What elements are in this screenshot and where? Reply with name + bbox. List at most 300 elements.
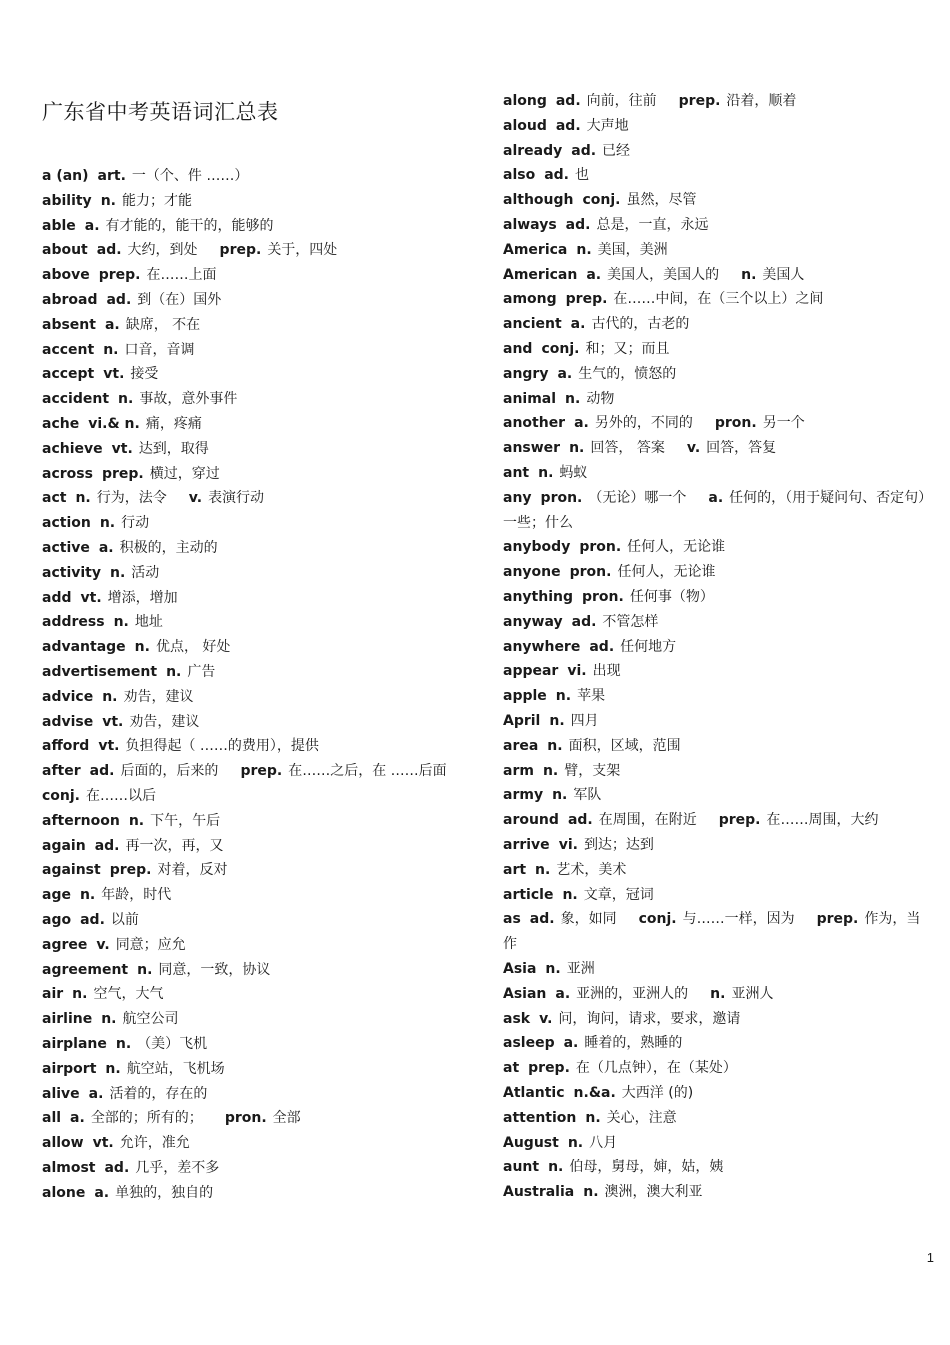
vocab-word: agree — [42, 936, 88, 953]
definition: 全部的；所有的； — [90, 1110, 203, 1127]
vocab-word: around — [503, 812, 559, 829]
vocab-entry — [42, 809, 472, 834]
definition: 关于，四处 — [267, 242, 338, 259]
part-of-speech: ad. — [571, 613, 597, 630]
part-of-speech: a. — [570, 316, 586, 333]
definition: 澳洲，澳大利亚 — [604, 1184, 703, 1201]
part-of-speech: a. — [574, 415, 589, 432]
definition: （美）飞机 — [137, 1036, 208, 1052]
definition: 在……之后，在 ……后面 — [288, 763, 447, 780]
vocab-word: aunt — [503, 1159, 540, 1176]
vocab-word: Asian — [503, 985, 547, 1002]
part-of-speech: n. — [118, 391, 134, 408]
definition: 关心，注意 — [606, 1109, 677, 1126]
vocab-entry — [503, 89, 930, 114]
vocab-entry — [503, 411, 930, 436]
part-of-speech: ad. — [529, 911, 555, 928]
vocab-word: apple — [503, 688, 547, 705]
part-of-speech: vt. — [92, 1135, 114, 1152]
vocab-entry — [503, 684, 930, 709]
vocab-word: air — [42, 986, 64, 1003]
vocab-entry — [42, 834, 472, 859]
definition: 单独的，独自的 — [115, 1184, 214, 1201]
vocab-word: act — [42, 490, 67, 507]
part-of-speech: n. — [72, 986, 88, 1003]
definition: 航空站，飞机场 — [126, 1060, 225, 1077]
vocab-word: arrive — [503, 837, 550, 853]
definition: 再一次，再，又 — [125, 837, 224, 854]
part-of-speech: vi.& n. — [88, 416, 140, 432]
part-of-speech: prep. — [240, 763, 283, 780]
definition: 美国，美洲 — [597, 241, 668, 258]
definition: 口音，音调 — [124, 341, 195, 358]
vocab-entry — [42, 164, 472, 189]
definition: 劝告，建议 — [129, 713, 200, 730]
vocab-word: and — [503, 341, 533, 357]
vocab-entry — [42, 387, 472, 412]
vocab-entry — [503, 163, 930, 188]
definition: 古代的，古老的 — [591, 316, 690, 333]
vocab-word: above — [42, 267, 90, 284]
definition: 积极的，主动的 — [119, 540, 218, 556]
part-of-speech: a. — [708, 489, 724, 506]
definition: 与……一样，因为 — [682, 911, 795, 928]
vocab-entry — [503, 337, 930, 362]
vocab-entry — [42, 313, 472, 338]
vocab-entry — [42, 1106, 472, 1131]
vocab-word: accident — [42, 391, 110, 408]
part-of-speech: ad. — [555, 93, 581, 109]
vocab-word: also — [503, 167, 536, 184]
vocab-word: all — [42, 1110, 62, 1127]
part-of-speech: n. — [115, 1036, 132, 1052]
vocab-word: allow — [42, 1135, 84, 1152]
vocab-word: against — [42, 862, 101, 879]
vocab-word: about — [42, 242, 88, 259]
definition: 虽然，尽管 — [626, 192, 697, 209]
vocab-entry — [503, 114, 930, 139]
vocab-entry — [42, 288, 472, 313]
part-of-speech: n. — [113, 614, 129, 631]
definition: 活动 — [131, 564, 160, 581]
vocab-word: abroad — [42, 292, 98, 308]
vocab-word: at — [503, 1060, 520, 1077]
definition: 总是，一直，永远 — [596, 217, 709, 233]
vocab-word: anyone — [503, 564, 561, 581]
part-of-speech: prep. — [678, 93, 721, 109]
part-of-speech: n. — [576, 241, 592, 258]
vocab-word: anybody — [503, 539, 571, 556]
vocab-word: advantage — [42, 639, 126, 656]
definition: 达到，取得 — [138, 440, 209, 457]
definition: 后面的，后来的 — [120, 763, 219, 780]
definition: 面积，区域，范围 — [568, 737, 681, 754]
vocab-entry — [42, 1082, 472, 1107]
definition: 在……以后 — [86, 787, 157, 804]
definition: 任何事（物） — [629, 589, 714, 605]
definition: 对着，反对 — [157, 862, 228, 879]
vocab-word: able — [42, 217, 76, 234]
vocab-word: always — [503, 217, 557, 233]
definition: 年龄，时代 — [101, 887, 172, 904]
definition: 回答， 答案 — [590, 440, 665, 457]
part-of-speech: n. — [552, 787, 568, 804]
vocab-entry — [503, 535, 930, 560]
vocab-word: a (an) — [42, 168, 89, 184]
vocab-word: aloud — [503, 117, 547, 134]
part-of-speech: ad. — [567, 812, 593, 829]
vocab-entry — [503, 585, 930, 610]
vocab-entry — [503, 263, 930, 288]
vocab-entry — [42, 1032, 472, 1057]
vocab-word: anything — [503, 589, 573, 605]
vocab-entry — [503, 734, 930, 759]
definition: 事故，意外事件 — [139, 391, 238, 408]
vocab-word: address — [42, 614, 105, 631]
definition: 大声地 — [586, 117, 629, 134]
vocab-entry — [42, 660, 472, 685]
definition: 广告 — [187, 664, 216, 680]
vocab-word: action — [42, 515, 91, 532]
definition: 问，询问，请求，要求，邀请 — [558, 1010, 741, 1027]
vocab-word: another — [503, 415, 566, 432]
vocab-entry — [503, 1180, 930, 1205]
definition: 劝告，建议 — [123, 688, 194, 705]
part-of-speech: n. — [547, 737, 563, 754]
vocab-word: army — [503, 787, 544, 804]
definition: 象，如同 — [560, 911, 617, 928]
vocab-entry — [42, 462, 472, 487]
vocab-entry — [42, 685, 472, 710]
vocab-word: ache — [42, 416, 80, 432]
vocab-entry — [42, 734, 472, 759]
vocab-entry — [42, 437, 472, 462]
vocab-entry — [503, 486, 930, 536]
part-of-speech: n. — [583, 1184, 599, 1201]
vocab-entry — [42, 263, 472, 288]
vocab-entry — [503, 1007, 930, 1032]
definition: 另一个 — [762, 415, 805, 432]
definition: 全部 — [272, 1110, 301, 1127]
part-of-speech: v. — [539, 1010, 553, 1027]
vocab-entry — [42, 586, 472, 611]
vocab-entry — [42, 412, 472, 437]
part-of-speech: n. — [545, 961, 561, 977]
part-of-speech: n. — [555, 688, 572, 705]
part-of-speech: prep. — [219, 242, 262, 259]
vocab-entry — [42, 759, 472, 809]
part-of-speech: prep. — [565, 291, 608, 308]
definition: 任何地方 — [620, 638, 677, 655]
vocab-word: answer — [503, 440, 561, 457]
vocab-word: along — [503, 93, 547, 109]
vocab-entry — [503, 1106, 930, 1131]
vocab-word: accept — [42, 366, 95, 383]
definition: 到达；达到 — [583, 837, 654, 853]
part-of-speech: n. — [565, 390, 581, 407]
vocab-entry — [42, 1007, 472, 1032]
definition: 伯母，舅母，婶，姑，姨 — [569, 1159, 724, 1176]
vocab-entry — [42, 486, 472, 511]
vocab-word: ant — [503, 465, 530, 481]
vocab-word: April — [503, 713, 541, 729]
vocab-word: achieve — [42, 440, 103, 457]
vocab-entry — [42, 189, 472, 214]
definition: 航空公司 — [122, 1011, 179, 1028]
vocab-word: alive — [42, 1085, 80, 1102]
vocab-entry — [42, 710, 472, 735]
vocab-word: advice — [42, 688, 94, 705]
part-of-speech: ad. — [106, 292, 132, 308]
part-of-speech: a. — [557, 365, 573, 382]
definition: 优点， 好处 — [155, 639, 231, 656]
definition: 生气的，愤怒的 — [578, 365, 677, 382]
vocab-entry — [42, 238, 472, 263]
part-of-speech: n. — [79, 887, 96, 904]
part-of-speech: prep. — [98, 267, 141, 284]
vocab-entry — [503, 1056, 930, 1081]
definition: 行动 — [121, 515, 150, 532]
vocab-word: Asia — [503, 961, 537, 977]
definition: 臂，支架 — [564, 762, 621, 779]
part-of-speech: n. — [101, 1011, 117, 1028]
vocab-word: almost — [42, 1160, 96, 1176]
vocab-word: asleep — [503, 1035, 555, 1052]
vocab-word: article — [503, 886, 554, 903]
vocab-word: August — [503, 1134, 559, 1151]
definition: 任何人，无论谁 — [627, 539, 726, 556]
vocab-entry — [42, 958, 472, 983]
vocab-word: add — [42, 589, 72, 606]
vocab-entry — [503, 858, 930, 883]
part-of-speech: n. — [99, 515, 116, 532]
vocab-entry — [503, 659, 930, 684]
vocab-entry — [503, 461, 930, 486]
definition: 在（几点钟），在（某处） — [575, 1060, 737, 1077]
vocab-entry — [42, 511, 472, 536]
definition: 在……周围，大约 — [766, 812, 879, 829]
vocab-word: arm — [503, 762, 534, 779]
definition: 在周围，在附近 — [598, 812, 697, 829]
definition: 横过，穿过 — [149, 465, 220, 482]
vocab-entry — [503, 759, 930, 784]
vocab-entry — [503, 808, 930, 833]
vocab-entry — [503, 907, 930, 957]
part-of-speech: a. — [586, 266, 602, 283]
vocab-entry — [42, 214, 472, 239]
vocab-word: afford — [42, 738, 90, 755]
part-of-speech: pron. — [540, 489, 583, 506]
vocab-word: as — [503, 911, 521, 928]
definition: 回答，答复 — [706, 440, 777, 457]
part-of-speech: ad. — [94, 837, 120, 854]
part-of-speech: a. — [84, 217, 100, 234]
definition: 美国人，美国人的 — [607, 266, 720, 283]
vocab-word: art — [503, 861, 527, 878]
part-of-speech: conj. — [42, 787, 81, 804]
part-of-speech: n. — [100, 192, 116, 209]
definition: 向前，往前 — [586, 93, 657, 109]
vocab-entry — [503, 560, 930, 585]
vocab-word: American — [503, 266, 578, 283]
part-of-speech: n. — [134, 639, 150, 656]
vocab-word: airline — [42, 1011, 93, 1028]
part-of-speech: n. — [548, 1159, 564, 1176]
part-of-speech: a. — [98, 540, 114, 556]
vocab-word: among — [503, 291, 557, 308]
vocab-entry — [503, 635, 930, 660]
definition: 文章，冠词 — [583, 886, 654, 903]
part-of-speech: vt. — [102, 713, 124, 730]
vocab-word: ability — [42, 192, 92, 209]
vocab-entry — [42, 908, 472, 933]
vocab-word: activity — [42, 564, 101, 581]
definition: 能力；才能 — [121, 192, 192, 209]
definition: 也 — [575, 167, 589, 184]
part-of-speech: prep. — [101, 465, 144, 482]
page-number: 1 — [926, 1250, 934, 1265]
definition: 艺术，美术 — [556, 861, 627, 878]
part-of-speech: vt. — [111, 440, 133, 457]
vocab-entry — [42, 338, 472, 363]
definition: 不管怎样 — [602, 613, 659, 630]
definition: 亚洲 — [566, 961, 595, 977]
definition: 沿着，顺着 — [726, 93, 797, 109]
definition: 有才能的，能干的，能够的 — [105, 217, 274, 234]
vocab-entry — [503, 213, 930, 238]
vocab-entry — [503, 883, 930, 908]
definition: 在……上面 — [146, 267, 217, 284]
part-of-speech: prep. — [816, 911, 859, 928]
part-of-speech: n. — [549, 713, 565, 729]
vocab-entry — [42, 635, 472, 660]
part-of-speech: a. — [563, 1035, 579, 1052]
part-of-speech: ad. — [555, 117, 581, 134]
part-of-speech: v. — [686, 440, 701, 457]
part-of-speech: a. — [555, 985, 571, 1002]
vocab-word: appear — [503, 663, 559, 680]
part-of-speech: a. — [94, 1184, 110, 1201]
part-of-speech: n. — [535, 861, 551, 878]
part-of-speech: conj. — [541, 341, 580, 357]
definition: 作为，当作 — [503, 911, 921, 953]
part-of-speech: n. — [102, 688, 118, 705]
vocab-word: alone — [42, 1184, 86, 1201]
vocab-word: already — [503, 142, 563, 159]
vocab-entry — [42, 933, 472, 958]
definition: 空气，大气 — [93, 986, 164, 1003]
vocab-word: advertisement — [42, 664, 158, 680]
part-of-speech: v. — [188, 490, 203, 507]
definition: 在……中间，在（三个以上）之间 — [613, 291, 824, 308]
part-of-speech: vt. — [80, 589, 102, 606]
definition: 蚂蚁 — [559, 465, 588, 481]
part-of-speech: a. — [88, 1085, 104, 1102]
definition: 任何人，无论谁 — [617, 564, 716, 581]
definition: 和；又；而且 — [585, 341, 670, 357]
vocab-word: Australia — [503, 1184, 575, 1201]
part-of-speech: n. — [585, 1109, 601, 1126]
vocab-entry — [503, 188, 930, 213]
part-of-speech: conj. — [582, 192, 621, 209]
part-of-speech: v. — [96, 936, 110, 953]
part-of-speech: n. — [166, 664, 182, 680]
vocab-entry — [503, 1155, 930, 1180]
vocab-word: agreement — [42, 961, 129, 978]
definition: 缺席， 不在 — [125, 316, 201, 333]
definition: 四月 — [570, 713, 599, 729]
part-of-speech: ad. — [589, 638, 615, 655]
part-of-speech: pron. — [579, 539, 622, 556]
vocab-word: airport — [42, 1060, 97, 1077]
part-of-speech: ad. — [571, 142, 597, 159]
vocab-word: America — [503, 241, 568, 258]
vocab-entry — [42, 1131, 472, 1156]
definition: 活着的，存在的 — [109, 1085, 208, 1102]
definition: 亚洲的，亚洲人的 — [576, 985, 689, 1002]
part-of-speech: n. — [128, 812, 145, 829]
part-of-speech: n. — [75, 490, 91, 507]
vocab-entry — [42, 536, 472, 561]
part-of-speech: n. — [538, 465, 554, 481]
page-title: 广东省中考英语词汇总表 — [42, 100, 279, 124]
vocab-entry — [42, 362, 472, 387]
vocab-word: Atlantic — [503, 1085, 565, 1101]
vocab-word: angry — [503, 365, 549, 382]
definition: 允许，准允 — [119, 1135, 190, 1152]
definition: 大西洋 (的) — [621, 1085, 694, 1101]
vocab-word: across — [42, 465, 93, 482]
definition: 美国人 — [762, 266, 805, 283]
part-of-speech: vt. — [98, 738, 120, 755]
vocab-entry — [503, 982, 930, 1007]
part-of-speech: ad. — [96, 242, 122, 259]
part-of-speech: vi. — [567, 663, 587, 680]
part-of-speech: ad. — [80, 912, 105, 928]
vocab-entry — [503, 783, 930, 808]
vocab-word: any — [503, 489, 532, 506]
part-of-speech: n. — [542, 762, 559, 779]
definition: 另外的，不同的 — [594, 415, 693, 432]
definition: 行为，法令 — [96, 490, 167, 507]
vocab-word: after — [42, 763, 81, 780]
part-of-speech: n. — [567, 1134, 584, 1151]
definition: 一（个、件 ……） — [131, 168, 249, 184]
part-of-speech: n. — [710, 985, 726, 1002]
part-of-speech: n. — [569, 440, 585, 457]
part-of-speech: n. — [105, 1060, 121, 1077]
part-of-speech: vt. — [103, 366, 125, 383]
vocab-entry — [42, 1057, 472, 1082]
definition: 接受 — [130, 366, 159, 383]
part-of-speech: ad. — [565, 217, 591, 233]
vocab-word: ago — [42, 912, 72, 928]
part-of-speech: n.&a. — [573, 1085, 616, 1101]
vocab-entry — [503, 709, 930, 734]
part-of-speech: prep. — [528, 1060, 570, 1077]
part-of-speech: conj. — [638, 911, 677, 928]
vocab-word: afternoon — [42, 812, 120, 829]
definition: 大约，到处 — [127, 242, 198, 259]
definition: 同意，一致，协议 — [158, 961, 271, 978]
definition: 痛，疼痛 — [145, 416, 202, 432]
part-of-speech: n. — [137, 961, 153, 978]
vocab-entry — [42, 561, 472, 586]
definition: 亚洲人 — [731, 985, 774, 1002]
vocab-entry — [503, 957, 930, 982]
vocab-entry — [42, 883, 472, 908]
vocab-word: anyway — [503, 613, 563, 630]
